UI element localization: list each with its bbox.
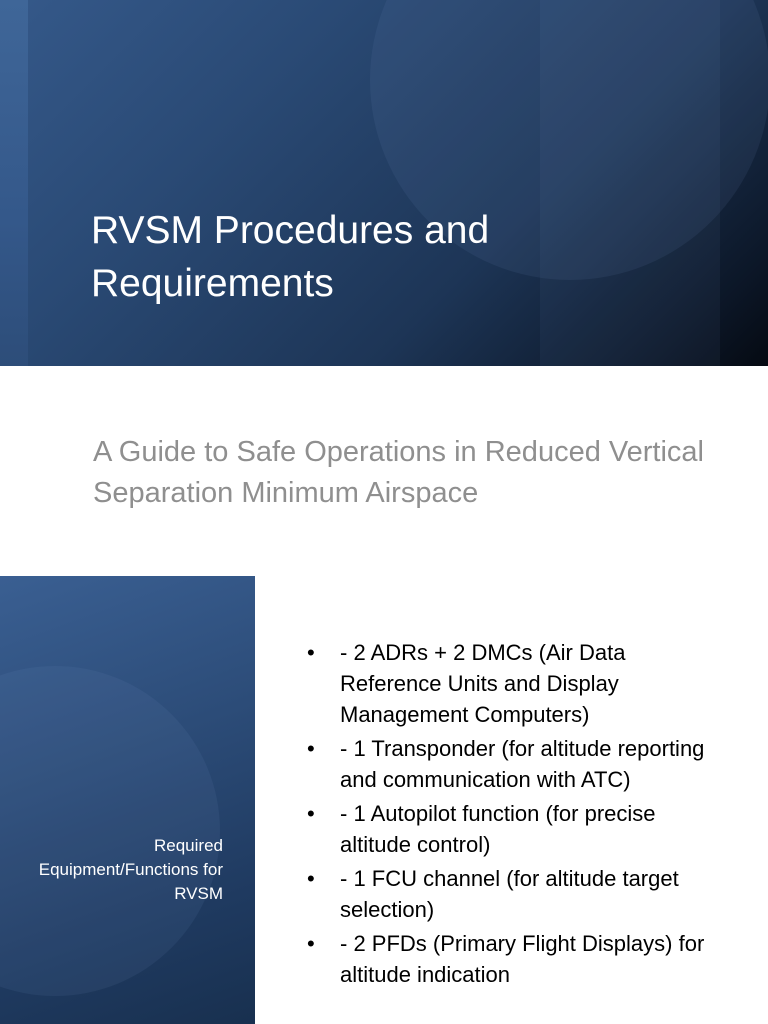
bullet-icon: • bbox=[307, 931, 315, 956]
bullet-icon: • bbox=[307, 801, 315, 826]
title-slide-banner bbox=[0, 0, 768, 366]
section-side-panel bbox=[0, 576, 255, 1024]
bullet-item bbox=[307, 733, 727, 795]
bullet-text: - 1 Autopilot function (for precise altitude control) bbox=[340, 801, 656, 857]
bullet-icon: • bbox=[307, 736, 315, 761]
equipment-bullet-list bbox=[307, 637, 727, 993]
bullet-item bbox=[307, 928, 727, 990]
bullet-item bbox=[307, 637, 727, 730]
decorative-circle bbox=[0, 666, 220, 996]
bullet-text: - 1 FCU channel (for altitude target selection) bbox=[340, 866, 679, 922]
slide-title: RVSM Procedures and Requirements bbox=[91, 209, 490, 305]
decorative-strip bbox=[0, 0, 28, 366]
bullet-item bbox=[307, 798, 727, 860]
bullet-item bbox=[307, 863, 727, 925]
bullet-icon: • bbox=[307, 866, 315, 891]
section-title: Required Equipment/Functions for RVSM bbox=[38, 836, 223, 903]
bullet-text: - 2 PFDs (Primary Flight Displays) for altitude indication bbox=[340, 931, 705, 987]
bullet-text: - 2 ADRs + 2 DMCs (Air Data Reference Units and Display Management Computers) bbox=[340, 640, 626, 727]
bullet-text: - 1 Transponder (for altitude reporting and communication with ATC) bbox=[340, 736, 705, 792]
slide-subtitle: A Guide to Safe Operations in Reduced Vertical Separation Minimum Airspace bbox=[93, 436, 704, 509]
bullet-icon: • bbox=[307, 640, 315, 665]
